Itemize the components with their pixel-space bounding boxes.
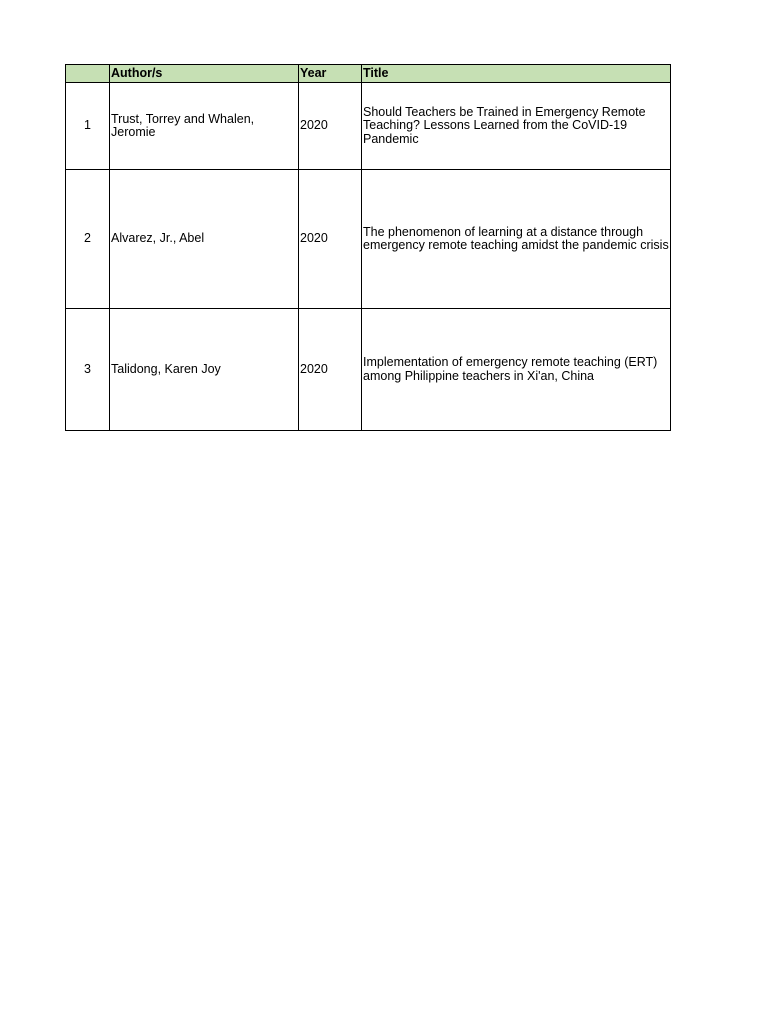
row-authors: Talidong, Karen Joy: [110, 309, 299, 431]
references-table: [65, 64, 671, 431]
header-row: [66, 65, 671, 83]
row-number: 3: [66, 309, 110, 431]
header-title: Title: [362, 65, 671, 83]
header-year: Year: [299, 65, 362, 83]
row-authors: Alvarez, Jr., Abel: [110, 170, 299, 309]
row-title: Should Teachers be Trained in Emergency Remote Teaching? Lessons Learned from the CoVID-19 Pandemic: [362, 83, 671, 170]
row-number: 2: [66, 170, 110, 309]
spreadsheet-page: [65, 64, 670, 431]
table-row: [66, 170, 671, 309]
table-row: [66, 309, 671, 431]
row-title: The phenomenon of learning at a distance through emergency remote teaching amidst the pandemic crisis: [362, 170, 671, 309]
table-row: [66, 83, 671, 170]
row-authors: Trust, Torrey and Whalen, Jeromie: [110, 83, 299, 170]
row-year: 2020: [299, 170, 362, 309]
header-authors: Author/s: [110, 65, 299, 83]
row-number: 1: [66, 83, 110, 170]
header-number: [66, 65, 110, 83]
row-year: 2020: [299, 309, 362, 431]
row-title: Implementation of emergency remote teaching (ERT) among Philippine teachers in Xi'an, China: [362, 309, 671, 431]
row-year: 2020: [299, 83, 362, 170]
